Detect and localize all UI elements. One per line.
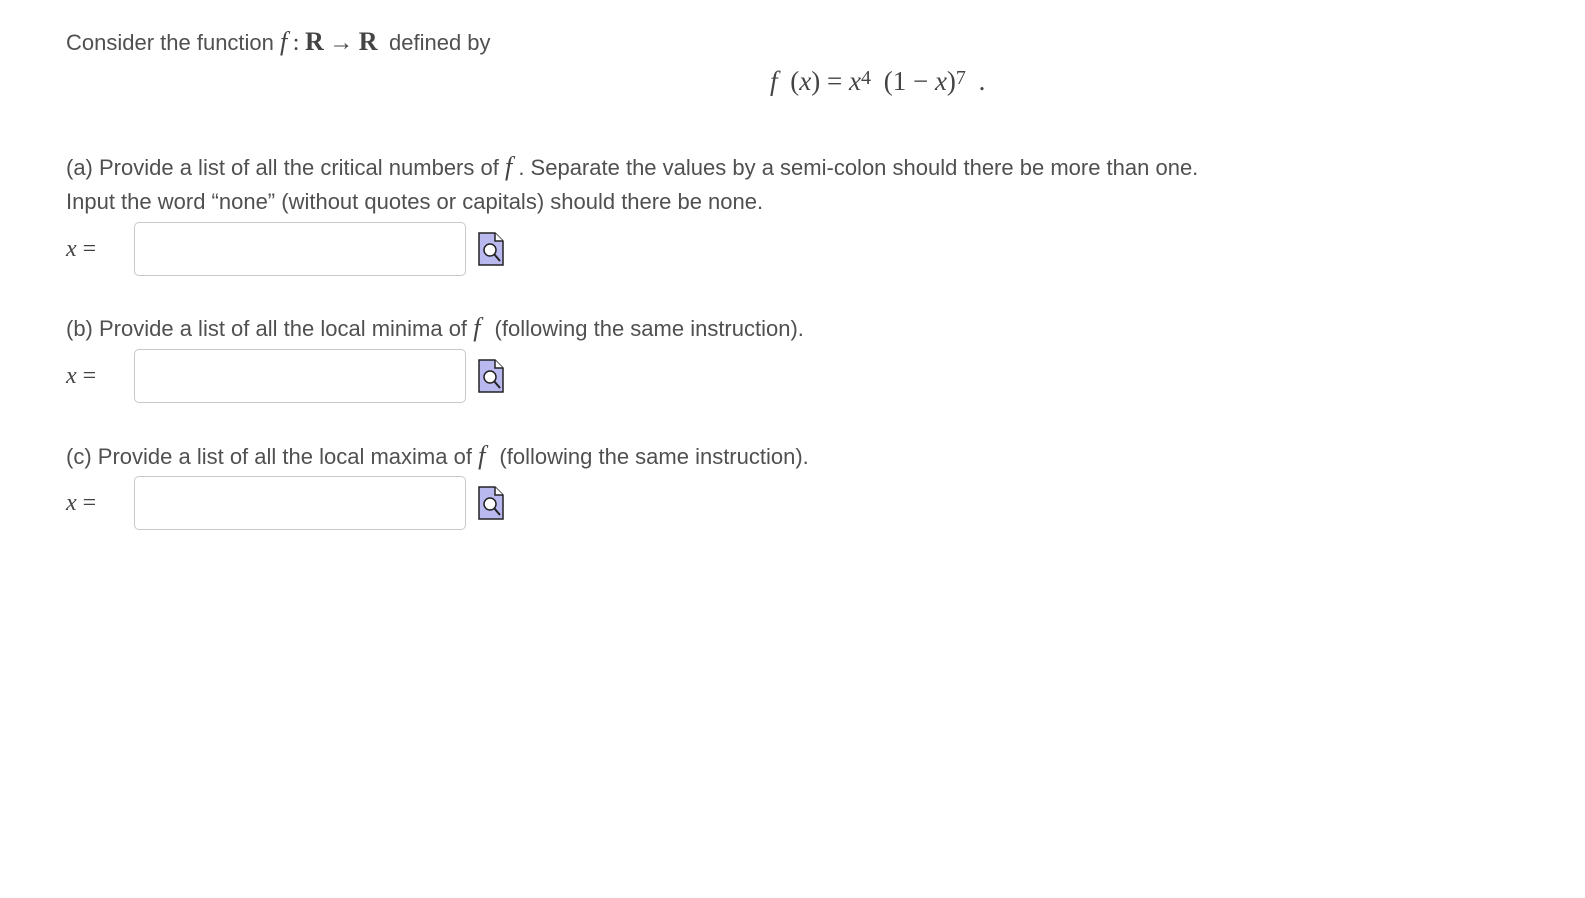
formula-exp2: 7 xyxy=(955,67,966,89)
codomain-set: R xyxy=(358,27,378,56)
domain-set: R xyxy=(304,27,324,56)
f-symbol: f xyxy=(280,27,288,56)
mapping-colon: : xyxy=(292,30,300,56)
part-c-question xyxy=(66,442,809,471)
function-signature xyxy=(280,27,383,56)
part-c-answer-label: x = xyxy=(66,489,97,516)
formula-arg: (x) xyxy=(790,66,827,96)
part-a-instruction: Input the word “none” (without quotes or capitals) should there be none. xyxy=(66,189,764,214)
part-b-answer-label: x = xyxy=(66,362,97,389)
part-b-answer-row xyxy=(66,346,505,406)
formula-exp1: 4 xyxy=(860,67,871,89)
part-a-f-symbol: f xyxy=(504,152,513,181)
function-formula xyxy=(770,66,985,97)
part-b-question xyxy=(66,314,804,343)
part-c-preview-icon[interactable] xyxy=(477,485,505,521)
part-a-answer-input[interactable] xyxy=(134,222,466,276)
part-a-preview-icon[interactable] xyxy=(477,231,505,267)
part-a-answer-row xyxy=(66,219,505,279)
part-b-answer-input[interactable] xyxy=(134,349,466,403)
intro-prefix: Consider the function xyxy=(66,30,274,55)
part-b-preview-icon[interactable] xyxy=(477,358,505,394)
part-c-text-before: (c) Provide a list of all the local maxima of xyxy=(66,444,472,469)
formula-f: f xyxy=(770,66,778,96)
part-a-answer-label: x = xyxy=(66,235,97,262)
part-c-f-symbol: f xyxy=(478,441,486,470)
part-c-answer-input[interactable] xyxy=(134,476,466,530)
part-a-text-after: . Separate the values by a semi-colon should there be more than one. xyxy=(518,155,1199,180)
formula-base2: (1 − x) xyxy=(883,66,956,96)
part-b-f-symbol: f xyxy=(473,313,481,342)
formula-base1: x xyxy=(848,66,861,96)
formula-end: . xyxy=(978,66,986,96)
formula-equals: = xyxy=(827,66,843,96)
intro-line xyxy=(66,28,491,57)
part-c-text-after: (following the same instruction). xyxy=(499,444,809,469)
part-b-text-before: (b) Provide a list of all the local minima of xyxy=(66,316,468,341)
part-c-answer-row xyxy=(66,473,505,533)
part-a-question xyxy=(66,153,1198,182)
part-b-text-after: (following the same instruction). xyxy=(494,316,804,341)
part-a-text-before: (a) Provide a list of all the critical numbers of xyxy=(66,155,499,180)
mapping-arrow: → xyxy=(329,30,354,56)
intro-suffix: defined by xyxy=(389,30,491,55)
